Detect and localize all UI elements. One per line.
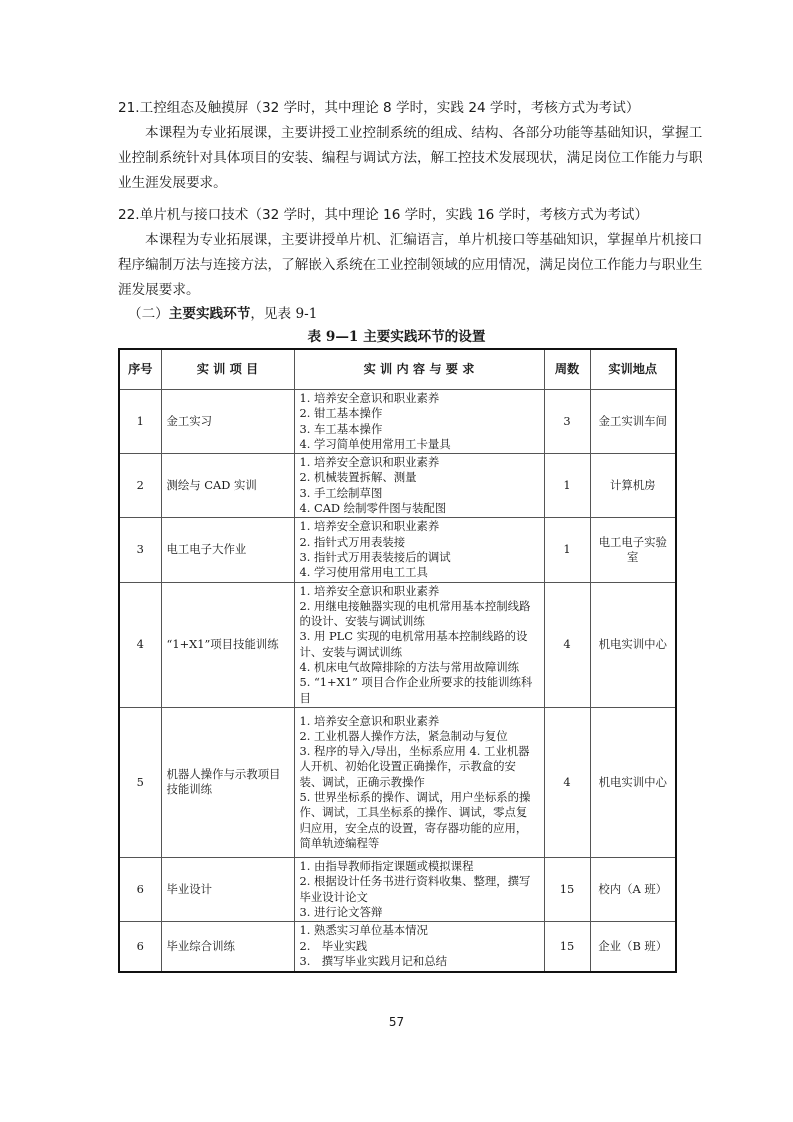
row-number: 4	[119, 582, 161, 707]
row-requirements	[294, 454, 544, 518]
header-requirements: 实 训 内 容 与 要 求	[294, 349, 544, 390]
requirement-item: 3. 手工绘制草图	[299, 485, 383, 500]
row-weeks: 1	[544, 518, 590, 582]
requirement-item: 2. 机械装置拆解、测量	[299, 470, 417, 485]
requirement-item: 3. 程序的导入/导出，坐标系应用 4. 工业机器人开机、初始化设置正确操作，示教盒的安装、调试，正确示教操作	[299, 744, 530, 789]
course-22-heading: 22.单片机与接口技术（32 学时，其中理论 16 学时，实践 16 学时，考核方式为考试）	[118, 207, 649, 223]
row-number: 3	[119, 518, 161, 582]
requirement-item: 1. 熟悉实习单位基本情况	[299, 923, 428, 938]
requirement-item: 2. 工业机器人操作方法，紧急制动与复位	[299, 728, 508, 743]
section-suffix: ，见表 9-1	[250, 306, 318, 322]
requirement-item: 5. “1+X1” 项目合作企业所要求的技能训练科目	[299, 675, 533, 705]
requirement-item: 3. 撰写毕业实践月记和总结	[299, 954, 448, 969]
requirement-item: 3. 车工基本操作	[299, 421, 383, 436]
requirement-item: 2. 根据设计任务书进行资料收集、整理，撰写毕业设计论文	[299, 874, 531, 904]
requirement-item: 3. 进行论文答辩	[299, 904, 383, 919]
requirement-item: 4. 学习使用常用电工工具	[299, 565, 428, 580]
requirement-item: 4. CAD 绘制零件图与装配图	[299, 501, 447, 516]
table-row	[119, 582, 676, 707]
course-21-body-line-2: 业控制系统针对具体项目的安装、编程与调试方法，解工控技术发展现状，满足岗位工作能力与职	[118, 150, 703, 166]
course-22-body-line-2: 程序编制万法与连接方法，了解嵌入系统在工业控制领域的应用情况，满足岗位工作能力与职业生	[118, 257, 703, 273]
row-number: 5	[119, 707, 161, 857]
table-header-row	[119, 349, 676, 390]
row-requirements	[294, 922, 544, 972]
row-project: “1+X1”项目技能训练	[161, 582, 294, 707]
row-project: 毕业设计	[161, 857, 294, 921]
section-heading	[128, 305, 317, 323]
practice-table	[118, 348, 677, 973]
requirement-item: 4. 学习简单使用常用工卡量具	[299, 436, 451, 451]
table-row	[119, 454, 676, 518]
table-row	[119, 518, 676, 582]
row-location: 计算机房	[590, 454, 676, 518]
table-row	[119, 922, 676, 972]
requirement-item: 1. 培养安全意识和职业素养	[299, 713, 440, 728]
row-location: 电工电子实验室	[590, 518, 676, 582]
requirement-item: 2. 毕业实践	[299, 938, 368, 953]
row-number: 2	[119, 454, 161, 518]
row-project: 机器人操作与示教项目技能训练	[161, 707, 294, 857]
row-location: 机电实训中心	[590, 582, 676, 707]
row-weeks: 4	[544, 582, 590, 707]
requirement-item: 4. 机床电气故障排除的方法与常用故障训练	[299, 660, 520, 675]
requirement-item: 3. 指针式万用表装接后的调试	[299, 549, 451, 564]
requirement-item: 5. 世界坐标系的操作、调试，用户坐标系的操作、调试，工具坐标系的操作、调试，零点复归应用，安全点的设置，寄存器功能的应用，简单轨迹编程等	[299, 790, 531, 850]
requirement-item: 2. 指针式万用表装接	[299, 534, 406, 549]
header-project: 实 训 项 目	[161, 349, 294, 390]
requirement-item: 1. 培养安全意识和职业素养	[299, 391, 440, 405]
table-row	[119, 857, 676, 921]
row-project: 电工电子大作业	[161, 518, 294, 582]
requirement-item: 3. 用 PLC 实现的电机常用基本控制线路的设计、安装与调试训练	[299, 629, 528, 659]
row-requirements	[294, 390, 544, 454]
course-22-body-line-3: 涯发展要求。	[118, 282, 200, 298]
row-location: 企业（B 班）	[590, 922, 676, 972]
row-project: 毕业综合训练	[161, 922, 294, 972]
page-number: 57	[388, 1015, 405, 1029]
row-weeks: 15	[544, 857, 590, 921]
row-requirements	[294, 582, 544, 707]
requirement-item: 1. 由指导教师指定课题或模拟课程	[299, 858, 474, 873]
section-title: 主要实践环节	[168, 306, 251, 322]
row-location: 金工实训车间	[590, 390, 676, 454]
header-no: 序号	[119, 349, 161, 390]
requirement-item: 1. 培养安全意识和职业素养	[299, 519, 440, 534]
row-weeks: 3	[544, 390, 590, 454]
course-21-body-line-3: 业生涯发展要求。	[118, 175, 227, 191]
header-weeks: 周数	[544, 349, 590, 390]
table-row	[119, 707, 676, 857]
row-weeks: 4	[544, 707, 590, 857]
row-number: 6	[119, 922, 161, 972]
header-location: 实训地点	[590, 349, 676, 390]
row-number: 1	[119, 390, 161, 454]
row-weeks: 15	[544, 922, 590, 972]
row-requirements	[294, 707, 544, 857]
row-requirements	[294, 518, 544, 582]
table-caption: 表 9—1 主要实践环节的设置	[307, 329, 486, 345]
row-requirements	[294, 857, 544, 921]
row-weeks: 1	[544, 454, 590, 518]
requirement-item: 2. 钳工基本操作	[299, 406, 383, 421]
requirement-item: 2. 用继电接触器实现的电机常用基本控制线路的设计、安装与调试训练	[299, 598, 531, 629]
table-row	[119, 390, 676, 454]
row-location: 校内（A 班）	[590, 857, 676, 921]
course-21-body-line-1: 本课程为专业拓展课，主要讲授工业控制系统的组成、结构、各部分功能等基础知识，掌握工	[145, 125, 703, 141]
course-21-heading: 21.工控组态及触摸屏（32 学时，其中理论 8 学时，实践 24 学时，考核方式为考试）	[118, 100, 640, 116]
row-number: 6	[119, 857, 161, 921]
course-22-body-line-1: 本课程为专业拓展课，主要讲授单片机、汇编语言，单片机接口等基础知识，掌握单片机接口	[145, 232, 703, 248]
requirement-item: 1. 培养安全意识和职业素养	[299, 583, 440, 598]
row-project: 测绘与 CAD 实训	[161, 454, 294, 518]
requirement-item: 1. 培养安全意识和职业素养	[299, 455, 440, 470]
section-prefix: （二）	[128, 306, 169, 322]
row-project: 金工实习	[161, 390, 294, 454]
row-location: 机电实训中心	[590, 707, 676, 857]
